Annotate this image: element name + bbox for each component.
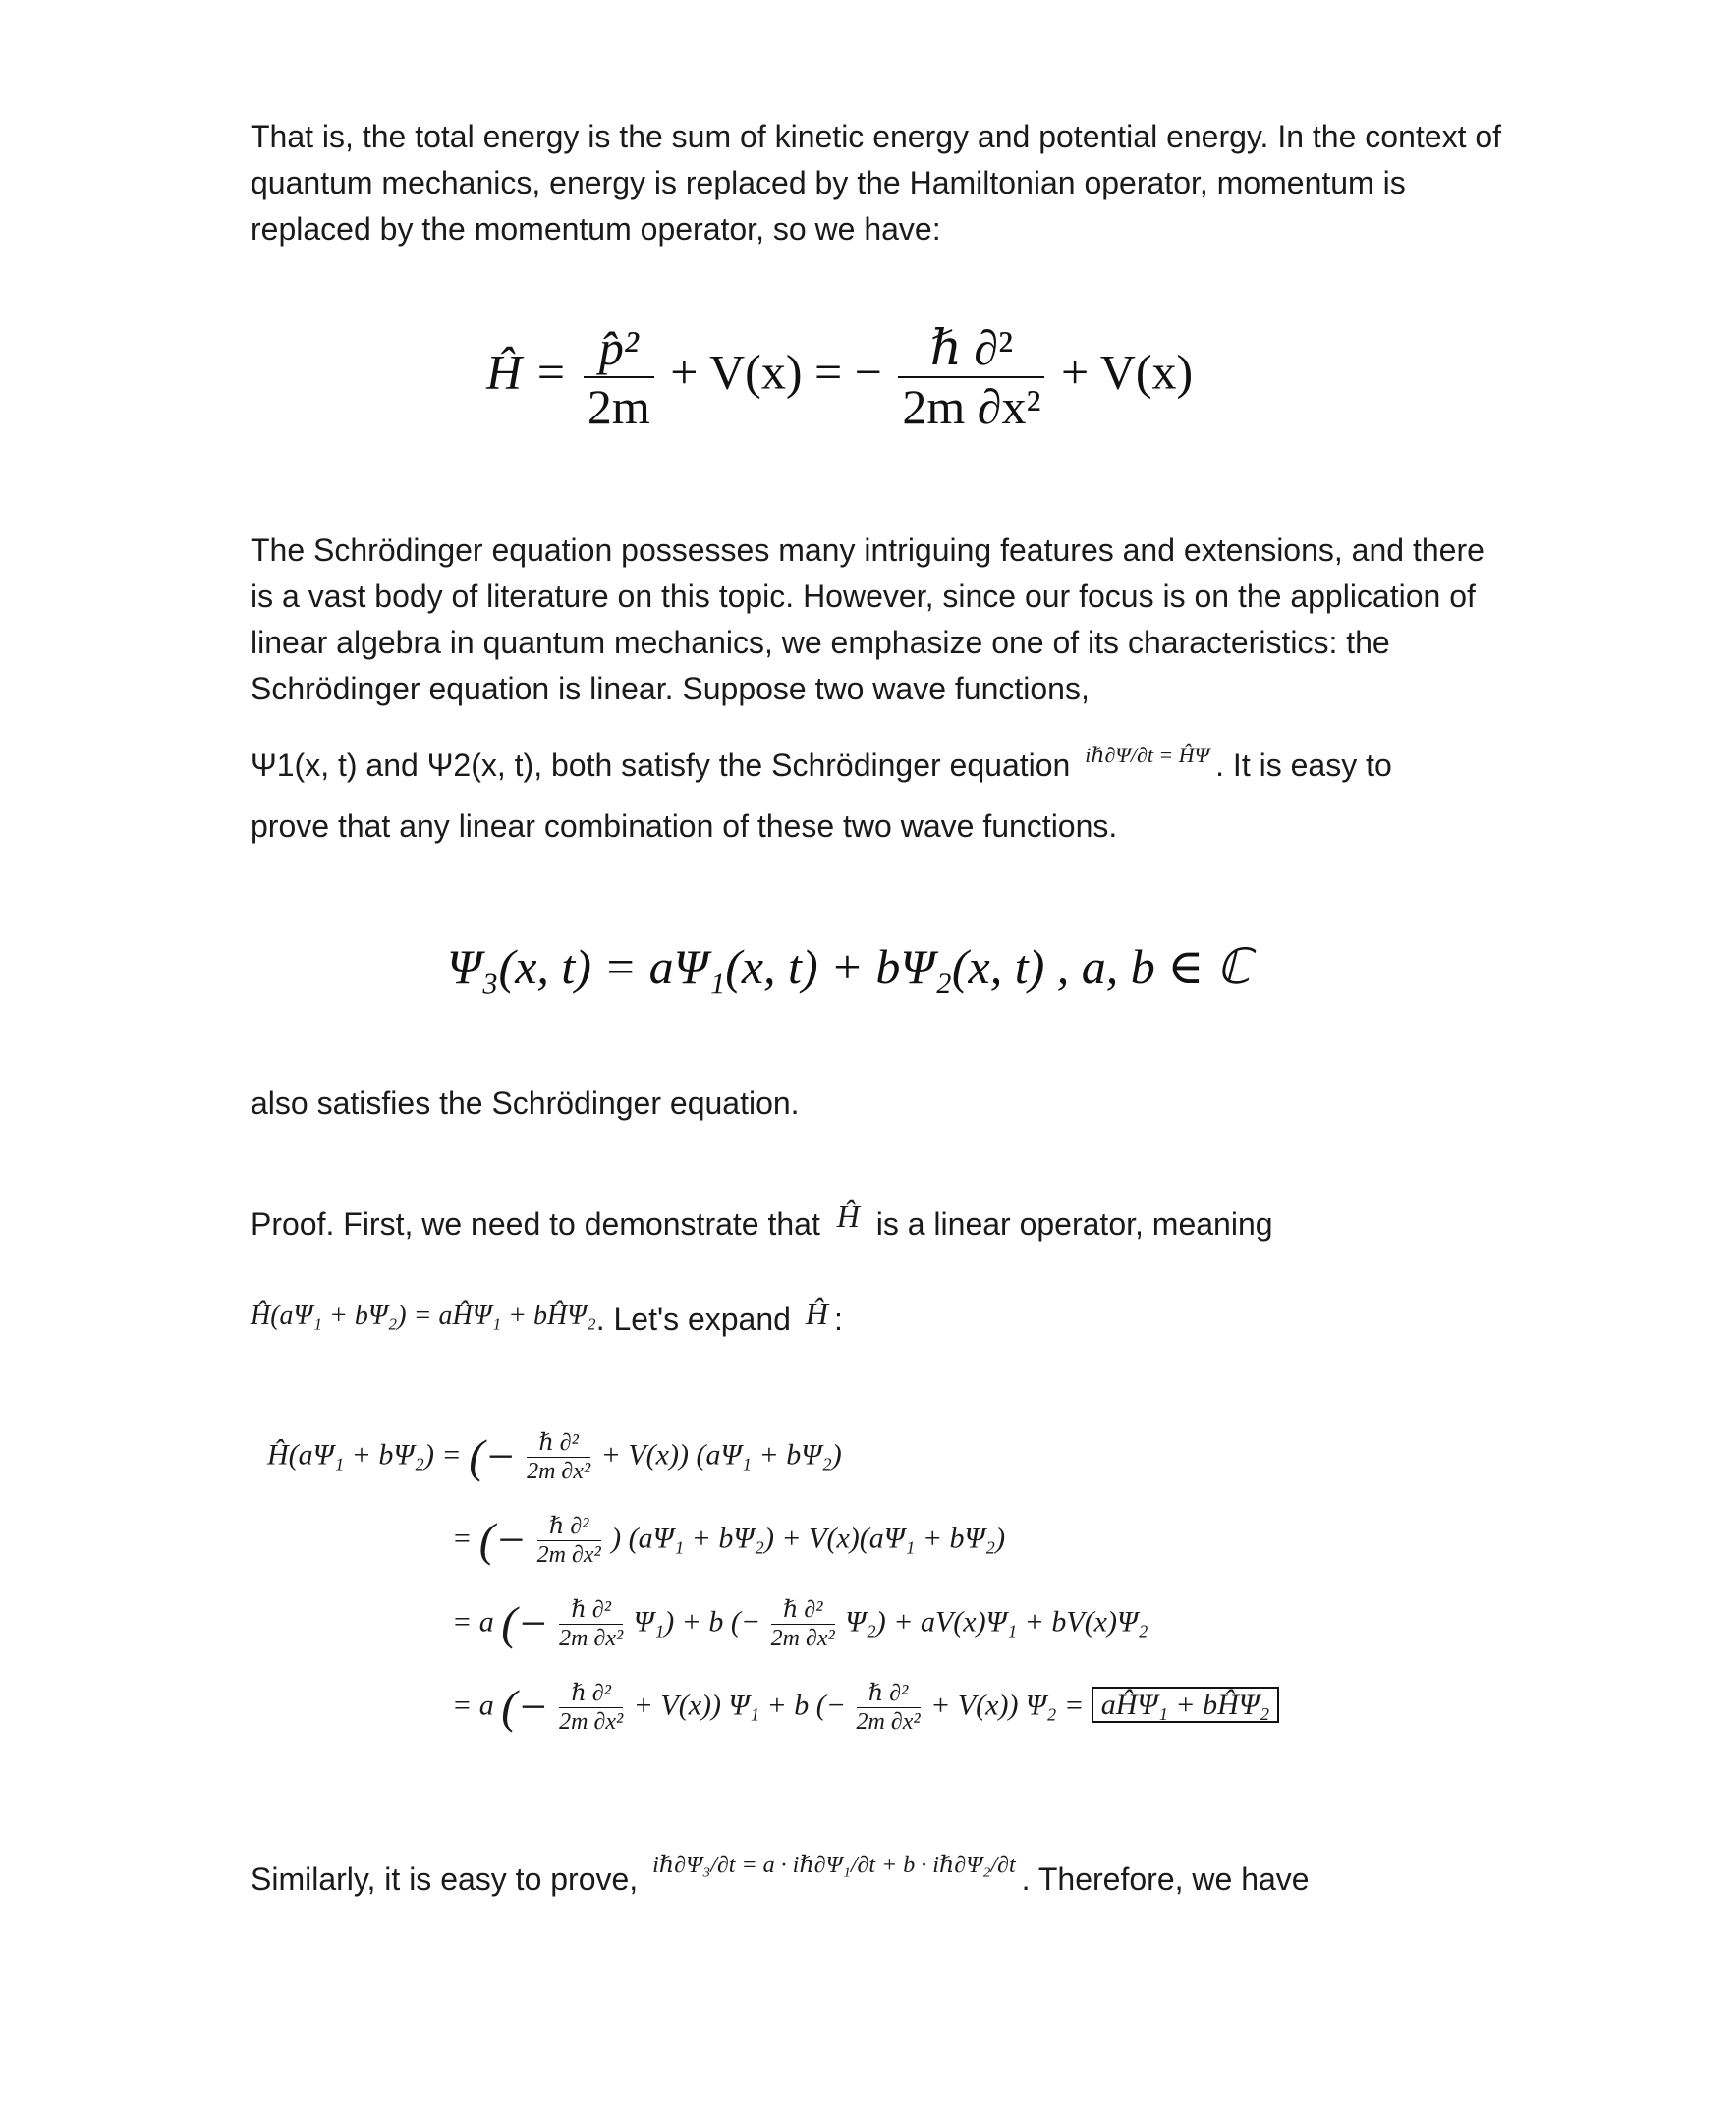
laplacian-fraction [898,319,1044,435]
laplacian-fraction-4b [857,1680,921,1736]
frac-num-4b: ℏ ∂² [857,1680,921,1708]
frac-den-3b: 2m ∂x² [770,1626,835,1651]
frac-num-4a: ℏ ∂² [559,1680,623,1708]
laplacian-fraction-3b [771,1596,835,1652]
kinetic-fraction [584,319,654,435]
expansion-line-3-mid: Ψ₁) + b (− [633,1605,761,1638]
expansion-line-4-end: + V(x)) Ψ₂ = [930,1689,1085,1722]
frac-den-4b: 2m ∂x² [856,1709,921,1735]
frac-num-2: ℏ ∂² [537,1513,601,1541]
schrodinger-inline-equation: iℏ∂Ψ/∂t = ĤΨ [1085,743,1210,767]
expansion-line-3-end: Ψ₂) + aV(x)Ψ₁ + bV(x)Ψ₂ [845,1605,1148,1638]
laplacian-fraction-2 [537,1513,601,1569]
therefore-text: . Therefore, we have [1021,1861,1310,1897]
similar-inline-equation: iℏ∂Ψ₃/∂t = a · iℏ∂Ψ₁/∂t + b · iℏ∂Ψ₂/∂t [652,1853,1016,1878]
hamiltonian-operator-inline-2: Ĥ [805,1296,828,1331]
paragraph-schrodinger-linear: The Schrödinger equation possesses many intriguing features and extensions, and there is a vast body of literature on this topic. However, since our focus is on the application of linear algebra in quantum mechanics, we emphasize one of its characteristics: the Schrödinger equation is linear. Suppose two wave functions, [251,532,1484,706]
kinetic-denominator: 2m [587,379,650,434]
eq-a-4: = a [452,1689,494,1722]
open-paren-4: (− [501,1681,549,1734]
paragraph-energy-intro: That is, the total energy is the sum of kinetic energy and potential energy. In the context of quantum mechanics, energy is replaced by the Hamiltonian operator, momentum is replaced by the momentum operator, so we have: [251,119,1502,247]
expansion-line-4 [452,1680,1279,1736]
frac-den-4a: 2m ∂x² [559,1709,624,1735]
expand-text: . Let's expand [595,1302,791,1337]
frac-den-2: 2m ∂x² [536,1542,601,1568]
open-paren-2: (− [478,1514,528,1567]
paragraph-linear-combination: prove that any linear combination of these two wave functions. [251,808,1118,844]
linearity-inline-equation: Ĥ(aΨ₁ + bΨ₂) = aĤΨ₁ + bĤΨ₂ [251,1301,596,1331]
hamiltonian-lhs: Ĥ = [486,344,568,400]
expansion-line-1 [267,1429,842,1485]
laplacian-denominator: 2m ∂x² [902,379,1041,434]
expansion-lhs: Ĥ(aΨ₁ + bΨ₂) = [267,1438,462,1471]
eq-sign-2: = [452,1522,473,1555]
open-paren: (− [469,1430,517,1483]
wave-functions-text: Ψ1(x, t) and Ψ2(x, t), both satisfy the Schrödinger equation [251,748,1071,783]
expansion-line-3 [452,1596,1148,1652]
frac-den-1: 2m ∂x² [527,1459,591,1484]
frac-num-3a: ℏ ∂² [559,1596,623,1625]
superposition-equation: Ψ₃(x, t) = aΨ₁(x, t) + bΨ₂(x, t) , a, b ∈ ℂ [447,939,1251,994]
hamiltonian-middle: + V(x) = − [670,344,882,400]
paragraph-wave-functions [251,743,1508,792]
laplacian-fraction-1 [527,1429,590,1485]
boxed-result: aĤΨ₁ + bĤΨ₂ [1092,1687,1280,1723]
kinetic-numerator: p̂² [584,319,654,378]
easy-to-text: . It is easy to [1215,748,1392,783]
hamiltonian-equation [486,319,1193,435]
proof-text: Proof. First, we need to demonstrate that [251,1206,820,1242]
hamiltonian-end: + V(x) [1060,344,1194,400]
expansion-line-1-rhs: + V(x)) (aΨ₁ + bΨ₂) [600,1438,842,1471]
linear-operator-text: is a linear operator, meaning [875,1206,1273,1242]
hamiltonian-operator-inline: Ĥ [836,1198,860,1234]
paragraph-also-satisfies: also satisfies the Schrödinger equation. [251,1085,800,1121]
frac-num-1: ℏ ∂² [527,1429,590,1458]
open-paren-3: (− [501,1597,549,1650]
frac-num-3b: ℏ ∂² [771,1596,835,1625]
similarly-text: Similarly, it is easy to prove, [251,1861,639,1897]
eq-a-3: = a [452,1605,494,1638]
laplacian-fraction-3a [559,1596,623,1652]
laplacian-fraction-4a [559,1680,623,1736]
expansion-line-2 [452,1513,1005,1569]
expansion-line-4-mid: + V(x)) Ψ₁ + b (− [633,1689,847,1722]
paragraph-similarly [251,1853,1508,1907]
frac-den-3a: 2m ∂x² [559,1626,624,1651]
paragraph-expand [251,1297,1508,1345]
paragraph-proof [251,1198,1508,1248]
expansion-line-2-rhs: ) (aΨ₁ + bΨ₂) + V(x)(aΨ₁ + bΨ₂) [611,1522,1006,1555]
laplacian-numerator: ℏ ∂² [898,319,1044,378]
colon-text: : [833,1302,843,1337]
